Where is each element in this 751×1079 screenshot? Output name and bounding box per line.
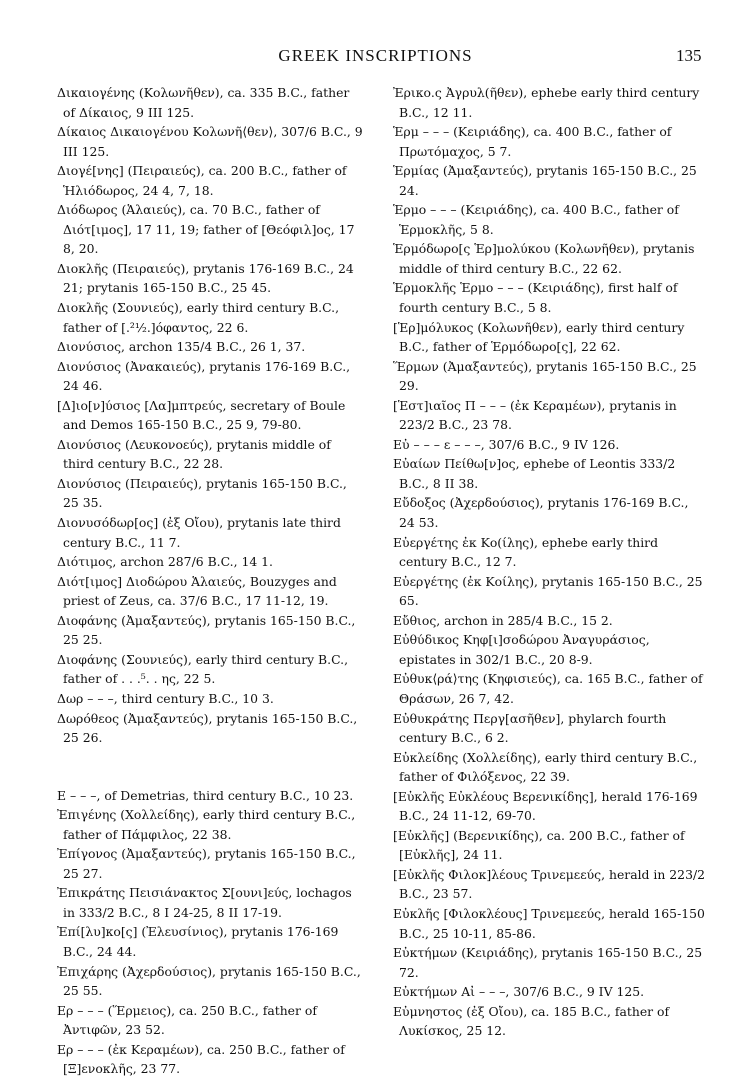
- index-entry: Διογέ[νης] (Πειραιεύς), ca. 200 B.C., father of Ἡλιόδωρος, 24 4, 7, 18.: [57, 163, 347, 198]
- index-entry: Εὐκτήμων Αἰ – – –, 307/6 B.C., 9 IV 125.: [393, 984, 645, 1000]
- index-entry: [Ἑστ]ιαῖος Π – – – (ἐκ Κεραμέων), prytanis in 223/2 B.C., 23 78.: [393, 397, 677, 433]
- index-entry: Ε – – –, of Demetrias, third century B.C., 10 23.: [57, 787, 354, 803]
- index-entry: Ἑρμ – – – (Κειριάδης), ca. 400 B.C., father of Πρωτόμαχος, 5 7.: [393, 124, 672, 159]
- index-entry: Εὐμνηστος (ἐξ Οἴου), ca. 185 B.C., father of Λυκίσκος, 25 12.: [393, 1003, 670, 1039]
- right-column: [393, 83, 705, 1041]
- index-entry: Ἐρικο.ς Ἀγρυλ(ῆθεν), ephebe early third century B.C., 12 11.: [393, 85, 700, 120]
- page-number: 135: [676, 46, 702, 65]
- index-entry: Διότιμος, archon 287/6 B.C., 14 1.: [57, 554, 273, 570]
- index-entry: Εὐθυκ⟨ρά⟩της (Κηφισιεύς), ca. 165 B.C., father of Θράσων, 26 7, 42.: [393, 671, 703, 706]
- index-entry: Εὐεργέτης (ἐκ Κοίλης), prytanis 165-150 B.C., 25 65.: [393, 573, 703, 609]
- index-entry: Ερ – – – (Ἕρμειος), ca. 250 B.C., father of Ἀντιφῶν, 23 52.: [57, 1002, 317, 1038]
- index-entry: Ἐπιγένης (Χολλείδης), early third century B.C., father of Πάμφιλος, 22 38.: [57, 807, 356, 842]
- index-entry: Εὐαίων Πείθω[ν]ος, ephebe of Leontis 333/2 B.C., 8 II 38.: [393, 456, 676, 491]
- index-entry: Διονύσιος (Πειραιεύς), prytanis 165-150 B.C., 25 35.: [57, 475, 347, 511]
- index-entry: Διονύσιος, archon 135/4 B.C., 26 1, 37.: [57, 339, 306, 355]
- index-entry: Ἑρμο – – – (Κειριάδης), ca. 400 B.C., father of Ἑρμοκλῆς, 5 8.: [393, 202, 679, 237]
- index-entry: Εὐθυκράτης Περγ[ασῆθεν], phylarch fourth century B.C., 6 2.: [393, 710, 667, 746]
- index-entry: Ἑρμοκλῆς Ἑρμο – – – (Κειριάδης), first half of fourth century B.C., 5 8.: [393, 280, 678, 316]
- index-entry: Δωρ – – –, third century B.C., 10 3.: [57, 690, 274, 706]
- index-entry: [Εὐκλῆς Εὐκλέους Βερενικίδης], herald 176-169 B.C., 24 11-12, 69-70.: [393, 788, 698, 824]
- index-entry: Διόδωρος (Ἁλαιεύς), ca. 70 B.C., father of Διότ[ιμος], 17 11, 19; father of [Θεόφιλ]ος, 17 8, 20.: [57, 202, 355, 257]
- index-entry: Διονύσιος (Λευκονοεύς), prytanis middle of third century B.C., 22 28.: [57, 436, 331, 472]
- index-entry: Διότ[ιμος] Διοδώρου Ἁλαιεύς, Bouzyges and priest of Zeus, ca. 37/6 B.C., 17 11-12, 19.: [57, 573, 337, 609]
- index-entry: Δωρόθεος (Ἀμαξαντεύς), prytanis 165-150 B.C., 25 26.: [57, 710, 358, 746]
- left-column: [57, 83, 365, 1079]
- index-entry: Διοκλῆς (Πειραιεύς), prytanis 176-169 B.C., 24 21; prytanis 165-150 B.C., 25 45.: [57, 260, 354, 296]
- index-entry: Ἕρμων (Ἀμαξαντεύς), prytanis 165-150 B.C., 25 29.: [393, 358, 697, 394]
- index-entry: Ἐπίγονος (Ἀμαξαντεύς), prytanis 165-150 B.C., 25 27.: [57, 846, 356, 881]
- index-entry: [Εὐκλῆς] (Βερενικίδης), ca. 200 B.C., father of [Εὐκλῆς], 24 11.: [393, 827, 685, 863]
- index-entry: Δικαιογένης (Κολωνῆθεν), ca. 335 B.C., father of Δίκαιος, 9 III 125.: [57, 85, 350, 120]
- index-entry: Δίκαιος Δικαιογένου Κολωνῆ⟨θεν⟩, 307/6 B.C., 9 III 125.: [57, 124, 363, 159]
- index-entry: Ἐπικράτης Πεισιάνακτος Σ[ουνι]εύς, lochagos in 333/2 B.C., 8 I 24-25, 8 II 17-19.: [57, 885, 352, 920]
- index-entry: Διονύσιος (Ἀνακαιεύς), prytanis 176-169 B.C., 24 46.: [57, 358, 351, 394]
- index-entry: Εὐεργέτης ἐκ Κο(ίλης), ephebe early third century B.C., 12 7.: [393, 534, 659, 570]
- index-entry: Ἐπιχάρης (Ἀχερδούσιος), prytanis 165-150 B.C., 25 55.: [57, 963, 361, 999]
- running-title: GREEK INSCRIPTIONS: [278, 46, 473, 65]
- index-entry: Εὐκλείδης (Χολλείδης), early third century B.C., father of Φιλόξενος, 22 39.: [393, 749, 698, 785]
- index-entry: Διοφάνης (Σουνιεύς), early third century B.C., father of . . .⁵. . ης, 22 5.: [57, 651, 349, 687]
- index-entry: [Δ]ιο[ν]ύσιος [Λα]μπτρεύς, secretary of Boule and Demos 165-150 B.C., 25 9, 79-80.: [57, 397, 346, 433]
- index-entry: Εὐ – – – ε – – –, 307/6 B.C., 9 IV 126.: [393, 436, 620, 452]
- index-entry: Εὐθύδικος Κηφ[ι]σοδώρου Ἀναγυράσιος, epistates in 302/1 B.C., 20 8-9.: [393, 632, 650, 667]
- index-entry: Διοφάνης (Ἀμαξαντεύς), prytanis 165-150 B.C., 25 25.: [57, 612, 356, 648]
- index-entry: Εὔθιος, archon in 285/4 B.C., 15 2.: [393, 612, 613, 628]
- index-entry: Διοκλῆς (Σουνιεύς), early third century B.C., father of [.²½.]όφαντος, 22 6.: [57, 300, 340, 335]
- index-entry: Εὐκλῆς [Φιλοκλέους] Τρινεμεεύς, herald 165-150 B.C., 25 10-11, 85-86.: [393, 905, 705, 941]
- index-entry: Ἐπί[λυ]κο[ς] (Ἐλευσίνιος), prytanis 176-169 B.C., 24 44.: [57, 924, 339, 959]
- index-entry: [Εὐκλῆς Φιλοκ]λέους Τρινεμεεύς, herald in 223/2 B.C., 23 57.: [393, 866, 706, 902]
- index-entry: Ερ – – – (ἐκ Κεραμέων), ca. 250 B.C., father of [Ξ]ενοκλῆς, 23 77.: [57, 1041, 345, 1077]
- index-entry: Εὐκτήμων (Κειριάδης), prytanis 165-150 B.C., 25 72.: [393, 945, 703, 980]
- index-entry: Ἑρμόδωρο[ς Ἑρ]μολύκου (Κολωνῆθεν), prytanis middle of third century B.C., 22 62.: [393, 241, 695, 276]
- index-entry: [Ἑρ]μόλυκος (Κολωνῆθεν), early third century B.C., father of Ἑρμόδωρο[ς], 22 62.: [393, 319, 685, 355]
- index-entry: Ἑρμίας (Ἀμαξαντεύς), prytanis 165-150 B.C., 25 24.: [393, 163, 697, 198]
- index-entry: Εὔδοξος (Ἀχερδούσιος), prytanis 176-169 B.C., 24 53.: [393, 495, 689, 531]
- index-entry: Διονυσόδωρ[ος] (ἐξ Οἴου), prytanis late third century B.C., 11 7.: [57, 515, 341, 550]
